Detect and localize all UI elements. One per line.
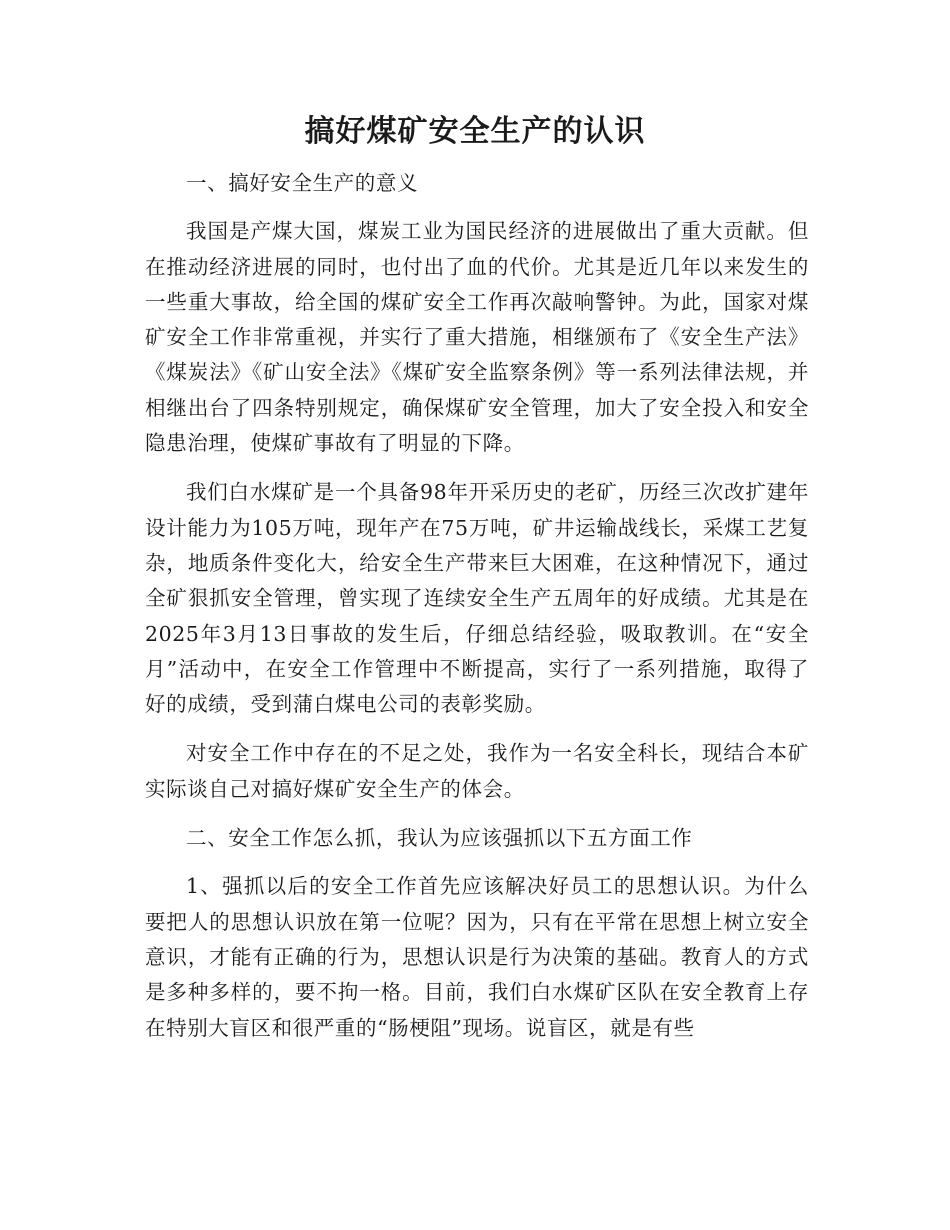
section-heading-five-aspects: 二、安全工作怎么抓，我认为应该强抓以下五方面工作: [186, 826, 693, 851]
paragraph-baishui-mine: 我们白水煤矿是一个具备98年开采历史的老矿，历经三次改扩建年设计能力为105万吨，现年产在75万吨，矿井运输战线长，采煤工艺复杂，地质条件变化大，给安全生产带来巨大困难，在这种情况下，通过全矿狠抓安全管理，曾实现了连续安全生产五周年的好成绩。尤其是在2025年3月13日事故的发生后，仔细总结经验，吸取教训。在“安全月”活动中，在安全工作管理中不断提高，实行了一系列措施，取得了好的成绩，受到蒲白煤电公司的表彰奖励。: [145, 480, 809, 717]
document-body: [145, 166, 809, 1060]
section-heading-significance: 一、搞好安全生产的意义: [186, 171, 419, 195]
paragraph-shortcomings: 对安全工作中存在的不足之处，我作为一名安全科长，现结合本矿实际谈自己对搞好煤矿安全生产的体会。: [145, 741, 809, 801]
document-title: 搞好煤矿安全生产的认识: [304, 114, 646, 149]
paragraph-point-1: 1、强抓以后的安全工作首先应该解决好员工的思想认识。为什么要把人的思想认识放在第一位呢？因为，只有在平常在思想上树立安全意识，才能有正确的行为，思想认识是行为决策的基础。教育人的方式是多种多样的，要不拘一格。目前，我们白水煤矿区队在安全教育上存在特别大盲区和很严重的“肠梗阻”现场。说盲区，就是有些: [145, 874, 809, 1040]
paragraph-national-context: 我国是产煤大国，煤炭工业为国民经济的进展做出了重大贡献。但在推动经济进展的同时，也付出了血的代价。尤其是近几年以来发生的一些重大事故，给全国的煤矿安全工作再次敲响警钟。为此，国家对煤矿安全工作非常重视，并实行了重大措施，相继颁布了《安全生产法》《煤炭法》《矿山安全法》《煤矿安全监察条例》等一系列法律法规，并相继出台了四条特别规定，确保煤矿安全管理，加大了安全投入和安全隐患治理，使煤矿事故有了明显的下降。: [145, 219, 809, 456]
